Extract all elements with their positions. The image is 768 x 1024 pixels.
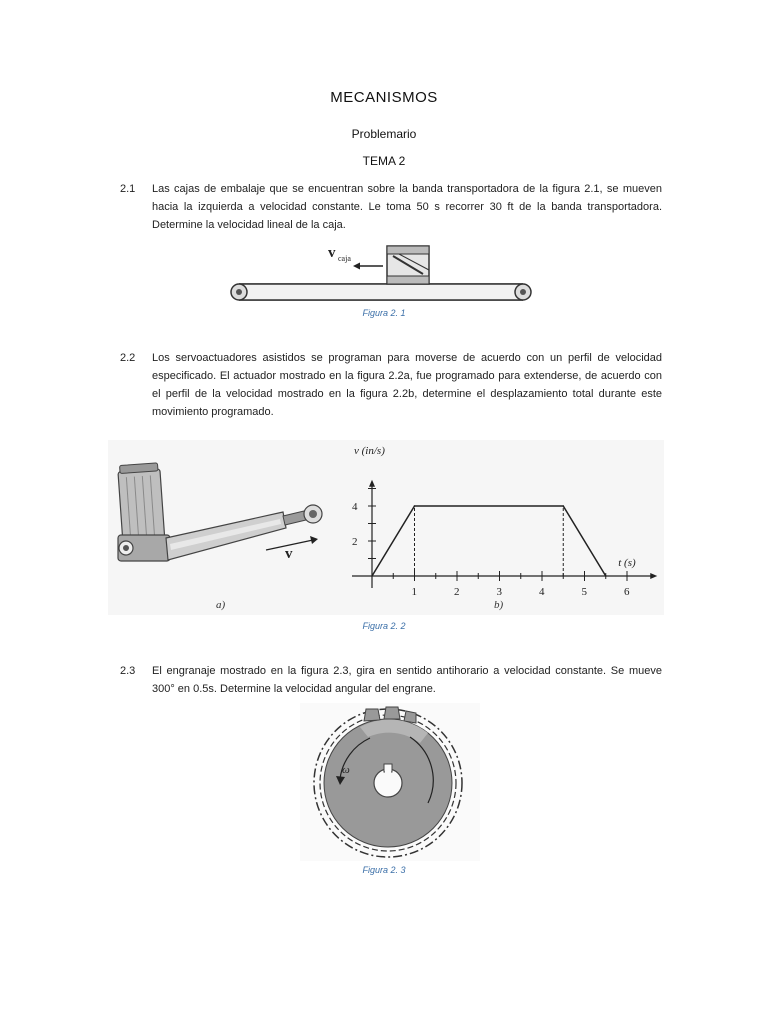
y-axis-label: v (in/s) (354, 445, 385, 457)
profile-point (562, 505, 564, 507)
problem-number: 2.1 (120, 183, 136, 195)
page-title: MECANISMOS (330, 89, 438, 106)
problem-number: 2.2 (120, 352, 136, 364)
part-b-label: b) (494, 599, 504, 611)
x-axis-label: t (s) (618, 557, 636, 569)
x-tick-label: 6 (624, 586, 630, 598)
problem-2-3 (120, 662, 662, 698)
x-tick-label: 3 (496, 586, 502, 598)
figure-caption-2-2: Figura 2. 2 (362, 621, 406, 631)
velocity-label: v (328, 245, 336, 261)
problem-number: 2.3 (120, 665, 136, 677)
actuator-figure (108, 440, 338, 615)
profile-point (414, 505, 416, 507)
topic-heading: TEMA 2 (362, 154, 406, 168)
x-tick-label: 5 (581, 586, 587, 598)
y-tick-label: 2 (352, 536, 358, 548)
velocity-profile-chart (338, 440, 664, 615)
part-a-label: a) (216, 599, 226, 611)
profile-point (605, 575, 607, 577)
x-tick-label: 4 (539, 586, 545, 598)
figure-caption-2-3: Figura 2. 3 (362, 865, 406, 875)
problem-2-1 (120, 180, 662, 234)
x-tick-label: 1 (411, 586, 417, 598)
problem-text: Los servoactuadores asistidos se programan para moverse de acuerdo con un perfil de velocidad especificado. El actuador mostrado en la figura 2.2a, fue programado para extenderse, de acuerdo con el perfil de la velocidad mostrado en la figura 2.2b, determine el desplazamiento total durante este movimiento programado. (152, 352, 662, 418)
figure-caption-2-1: Figura 2. 1 (362, 308, 406, 318)
problem-text: Las cajas de embalaje que se encuentran sobre la banda transportadora de la figura 2.1, se mueven hacia la izquierda a velocidad constante. Le toma 50 s recorrer 30 ft de la banda transportadora. Determine la velocidad lineal de la caja. (152, 183, 662, 231)
profile-point (371, 575, 373, 577)
page-subtitle: Problemario (351, 127, 417, 141)
x-tick-label: 2 (454, 586, 460, 598)
y-tick-label: 4 (352, 501, 358, 513)
velocity-label: v (285, 546, 293, 562)
conveyor-figure (225, 240, 545, 306)
problem-text: El engranaje mostrado en la figura 2.3, gira en sentido antihorario a velocidad constante. Se mueve 300° en 0.5s. Determine la velocidad angular del engrane. (152, 665, 662, 695)
velocity-subscript: caja (338, 254, 351, 263)
hub-bore (374, 769, 402, 797)
motor-housing (118, 469, 165, 542)
problem-2-2 (120, 349, 662, 421)
gear-figure (300, 703, 480, 861)
omega-label: ω (342, 764, 350, 776)
